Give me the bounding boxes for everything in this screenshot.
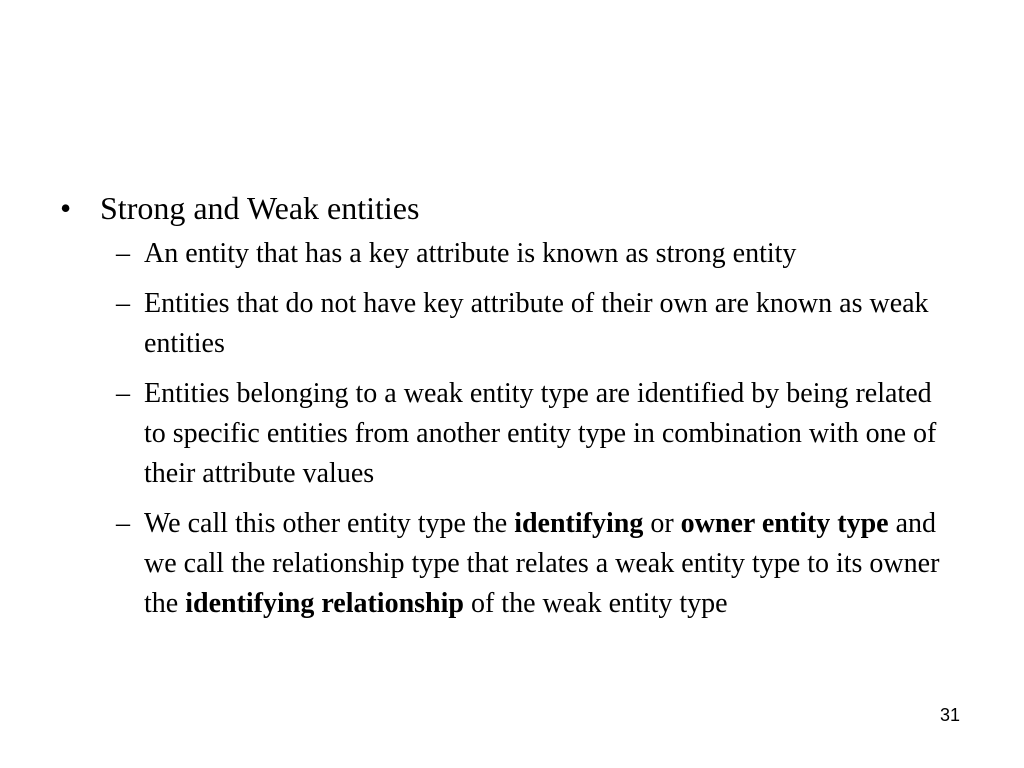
text-run: and we call the relationship type that relates a weak entity type to its owner the	[144, 508, 940, 619]
bullet-heading: Strong and Weak entities	[100, 190, 420, 226]
sub-bullet-list	[56, 234, 976, 624]
sub-bullet-text: An entity that has a key attribute is known as strong entity	[144, 238, 797, 269]
sub-bullet-text: Entities that do not have key attribute of their own are known as weak entities	[144, 288, 929, 359]
sub-bullet-item	[56, 374, 976, 494]
dash-marker: –	[116, 378, 130, 409]
bold-term-identifying-relationship: identifying relationship	[185, 588, 464, 619]
bullet-marker: •	[60, 190, 72, 226]
dash-marker: –	[116, 508, 130, 539]
bold-term-owner-entity-type: owner entity type	[680, 508, 889, 539]
sub-bullet-item	[56, 504, 976, 624]
text-run: We call this other entity type the	[144, 508, 515, 539]
bold-term-identifying: identifying	[514, 508, 644, 539]
sub-bullet-text-identifying	[144, 504, 956, 624]
bullet-list	[56, 188, 976, 624]
bullet-item-strong-weak-entities	[56, 188, 976, 228]
text-run: of the weak entity type	[463, 588, 728, 619]
dash-marker: –	[116, 288, 130, 319]
sub-bullet-text: Entities belonging to a weak entity type are identified by being related to specific entities from another entity type in combination with one of their attribute values	[144, 378, 937, 489]
dash-marker: –	[116, 238, 130, 269]
sub-bullet-item	[56, 284, 976, 364]
text-run: or	[643, 508, 681, 539]
page-number: 31	[939, 705, 960, 725]
sub-bullet-item	[56, 234, 976, 274]
